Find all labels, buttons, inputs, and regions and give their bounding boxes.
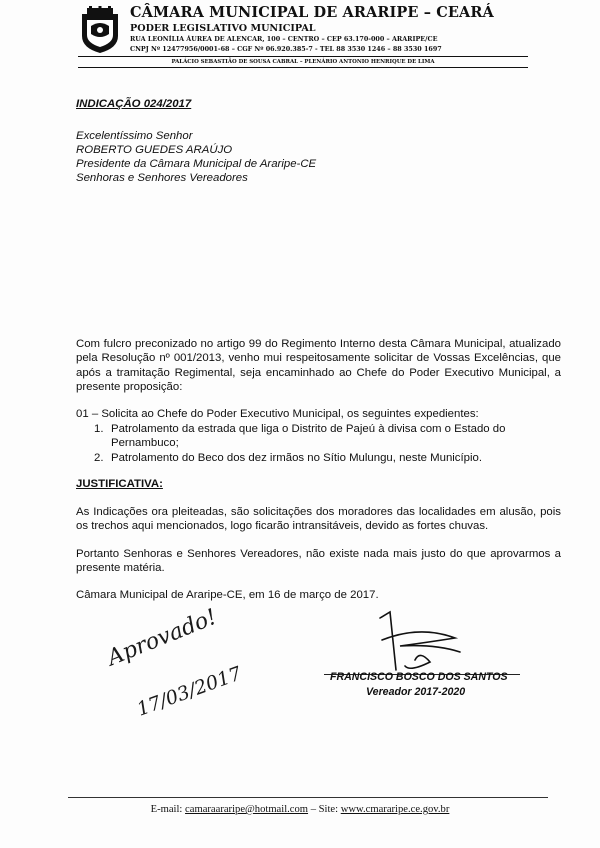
chamber-palace-line: PALÁCIO SEBASTIÃO DE SOUSA CABRAL – PLENÁRIO ANTONIO HENRIQUE DE LIMA: [171, 59, 435, 65]
justification-title: JUSTIFICATIVA:: [76, 478, 163, 490]
municipal-crest-icon: [78, 6, 122, 54]
justification-paragraph: As Indicações ora pleiteadas, são solicitações dos moradores das localidades em alusão, pois os trechos aqui mencionados, logo ficarão intransitáveis, devido as fortes chuvas.: [76, 506, 561, 533]
chamber-address: RUA LEONÍLIA ÁUREA DE ALENCAR, 100 – CENTRO – CEP 63.170-000 – ARARIPE/CE: [130, 35, 438, 43]
indication-number: INDICAÇÃO 024/2017: [76, 98, 192, 110]
signature-scribble-icon: [360, 600, 470, 680]
salutation-line-4: Senhoras e Senhores Vereadores: [76, 172, 248, 184]
list-item-1-line-2: Pernambuco;: [111, 437, 179, 449]
signer-role: Vereador 2017-2020: [366, 686, 466, 698]
salutation-line-3: Presidente da Câmara Municipal de Araripe-CE: [76, 158, 317, 170]
header-rule-top: [78, 56, 528, 57]
closing-paragraph: Portanto Senhoras e Senhores Vereadores, não existe nada mais justo do que aprovarmos a presente matéria.: [76, 548, 561, 575]
list-item-2-number: 2.: [94, 452, 104, 464]
email-link[interactable]: camaraararipe@hotmail.com: [185, 804, 309, 815]
chamber-title: CÂMARA MUNICIPAL DE ARARIPE – CEARÁ: [130, 4, 494, 21]
chamber-subtitle: PODER LEGISLATIVO MUNICIPAL: [130, 23, 316, 34]
email-label: E-mail:: [150, 804, 183, 815]
place-date: Câmara Municipal de Araripe-CE, em 16 de março de 2017.: [76, 589, 379, 601]
site-link[interactable]: www.cmararipe.ce.gov.br: [340, 804, 450, 815]
footer-contact: [0, 804, 600, 815]
item-intro: 01 – Solicita ao Chefe do Poder Executivo Municipal, os seguintes expedientes:: [76, 408, 479, 420]
handwritten-approval: Aprovado!: [104, 604, 221, 672]
list-item-1-line-1: Patrolamento da estrada que liga o Distrito de Pajeú à divisa com o Estado do: [111, 423, 506, 435]
list-item-2-line-1: Patrolamento do Beco dos dez irmãos no Sítio Mulungu, neste Município.: [111, 452, 483, 464]
salutation-line-2: ROBERTO GUEDES ARAÚJO: [76, 144, 233, 156]
handwritten-date: 17/03/2017: [134, 662, 245, 721]
intro-paragraph: Com fulcro preconizado no artigo 99 do Regimento Interno desta Câmara Municipal, atualizado pela Resolução nº 001/2013, venho mui respeitosamente solicitar de Vossas Excelências, que após a tramitação Regimental, seja encaminhado ao Chefe do Poder Executivo Municipal, a presente proposição:: [76, 338, 561, 394]
signer-name: FRANCISCO BOSCO DOS SANTOS: [330, 671, 508, 683]
footer-rule: [68, 797, 548, 798]
list-item-1-number: 1.: [94, 423, 104, 435]
chamber-registry: CNPJ Nº 12477956/0001-68 – CGF Nº 06.920.385-7 - TEL 88 3530 1246 – 88 3530 1697: [130, 45, 442, 53]
header-rule-bottom: [78, 67, 528, 68]
site-separator: – Site:: [310, 804, 339, 815]
salutation-line-1: Excelentíssimo Senhor: [76, 130, 193, 142]
